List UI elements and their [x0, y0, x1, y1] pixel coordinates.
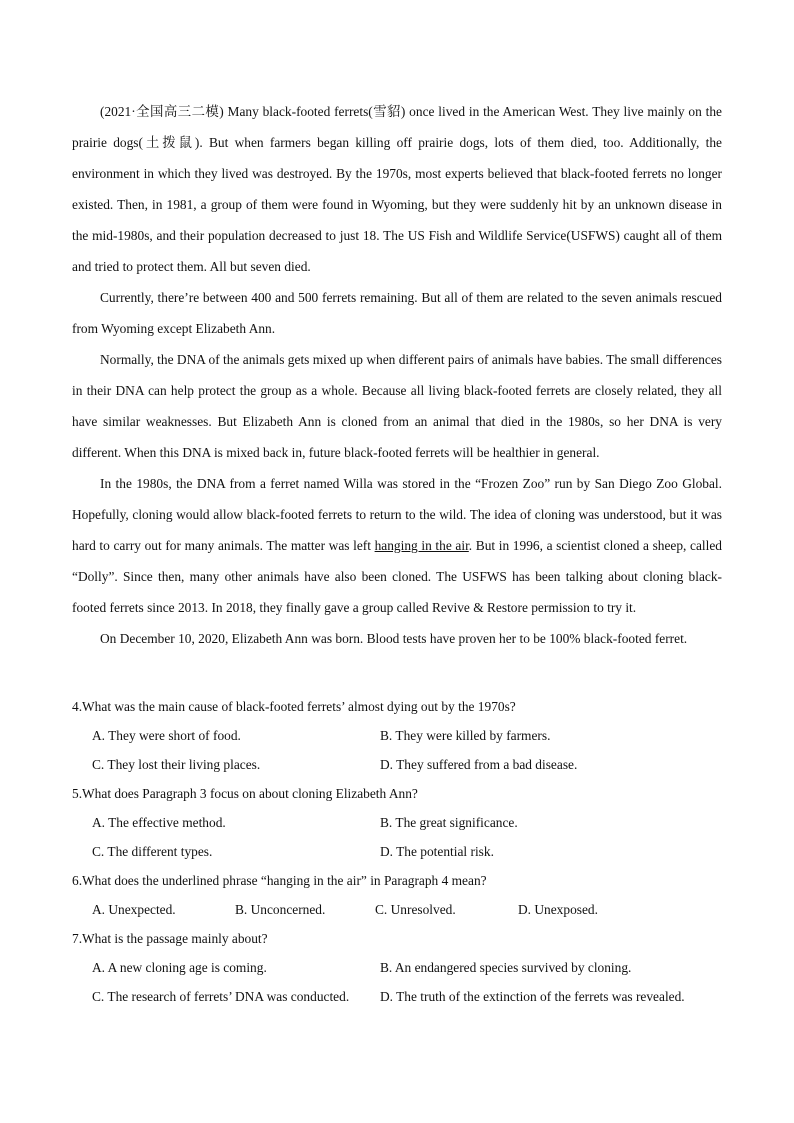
option-row: [72, 982, 722, 1011]
option-row: [72, 721, 722, 750]
option-a: A. They were short of food.: [92, 728, 241, 743]
option-d: D. The truth of the extinction of the ferrets was revealed.: [380, 989, 685, 1004]
paragraph-3: Normally, the DNA of the animals gets mixed up when different pairs of animals have babies. The small differences in their DNA can help protect the group as a whole. Because all living black-footed ferrets are closely related, they all have similar weaknesses. But Elizabeth Ann is cloned from an animal that died in the 1980s, so her DNA is very different. When this DNA is mixed back in, future black-footed ferrets will be healthier in general.: [72, 352, 722, 460]
option-row: [72, 837, 722, 866]
option-c: C. The research of ferrets’ DNA was conducted.: [92, 989, 350, 1004]
option-c: C. The different types.: [92, 844, 213, 859]
underlined-phrase: hanging in the air: [374, 538, 469, 553]
paragraph-1: [72, 96, 722, 282]
question-stem: 6.What does the underlined phrase “hanging in the air” in Paragraph 4 mean?: [72, 873, 487, 888]
question-4: [72, 692, 722, 779]
option-c: C. They lost their living places.: [92, 757, 261, 772]
reading-passage: [72, 96, 722, 654]
option-d: D. They suffered from a bad disease.: [380, 757, 578, 772]
question-6: [72, 866, 722, 924]
paragraph-1-text: Many black-footed ferrets(雪貂) once lived in the American West. They live mainly on the prairie dogs(土拨鼠). But when farmers began killing off prairie dogs, lots of them died, too. Additionally, the environment in which they lived was destroyed. By the 1970s, most experts believed that black-footed ferrets no longer existed. Then, in 1981, a group of them were found in Wyoming, but they were suddenly hit by an unknown disease in the mid-1980s, and their population decreased to just 18. The US Fish and Wildlife Service(USFWS) caught all of them and tried to protect them. All but seven died.: [72, 104, 722, 274]
option-a: A. The effective method.: [92, 815, 226, 830]
option-row: [72, 953, 722, 982]
option-b: B. Unconcerned.: [235, 902, 326, 917]
question-stem: 7.What is the passage mainly about?: [72, 931, 268, 946]
option-b: B. The great significance.: [380, 815, 518, 830]
option-c: C. Unresolved.: [375, 902, 456, 917]
paragraph-2: Currently, there’re between 400 and 500 ferrets remaining. But all of them are related to the seven animals rescued from Wyoming except Elizabeth Ann.: [72, 290, 722, 336]
question-stem: 4.What was the main cause of black-footed ferrets’ almost dying out by the 1970s?: [72, 699, 516, 714]
paragraph-4-text-before: In the 1980s, the DNA from a ferret named Willa was stored in the “Frozen Zoo” run by San Diego Zoo Global. Hopefully, cloning would allow black-footed ferrets to return to the wild. The idea of cloning was understood, but it was hard to carry out for many animals. The matter was left: [72, 476, 722, 553]
option-a: A. Unexpected.: [92, 902, 176, 917]
question-list: [72, 692, 722, 1011]
paragraph-4-text-after: . But in 1996, a scientist cloned a sheep, called “Dolly”. Since then, many other animals have also been cloned. The USFWS has been talking about cloning black-footed ferrets since 2013. In 2018, they finally gave a group called Revive & Restore permission to try it.: [72, 538, 723, 615]
option-d: D. The potential risk.: [380, 844, 494, 859]
paragraph-5: On December 10, 2020, Elizabeth Ann was born. Blood tests have proven her to be 100% black-footed ferret.: [100, 631, 688, 646]
option-b: B. An endangered species survived by cloning.: [380, 960, 632, 975]
option-row: [72, 895, 722, 924]
option-a: A. A new cloning age is coming.: [92, 960, 267, 975]
source-tag: (2021·全国高三二模): [100, 104, 224, 119]
question-5: [72, 779, 722, 866]
question-stem: 5.What does Paragraph 3 focus on about cloning Elizabeth Ann?: [72, 786, 418, 801]
option-row: [72, 808, 722, 837]
option-b: B. They were killed by farmers.: [380, 728, 551, 743]
question-7: [72, 924, 722, 1011]
option-row: [72, 750, 722, 779]
option-d: D. Unexposed.: [518, 902, 598, 917]
paragraph-4: [72, 468, 722, 623]
